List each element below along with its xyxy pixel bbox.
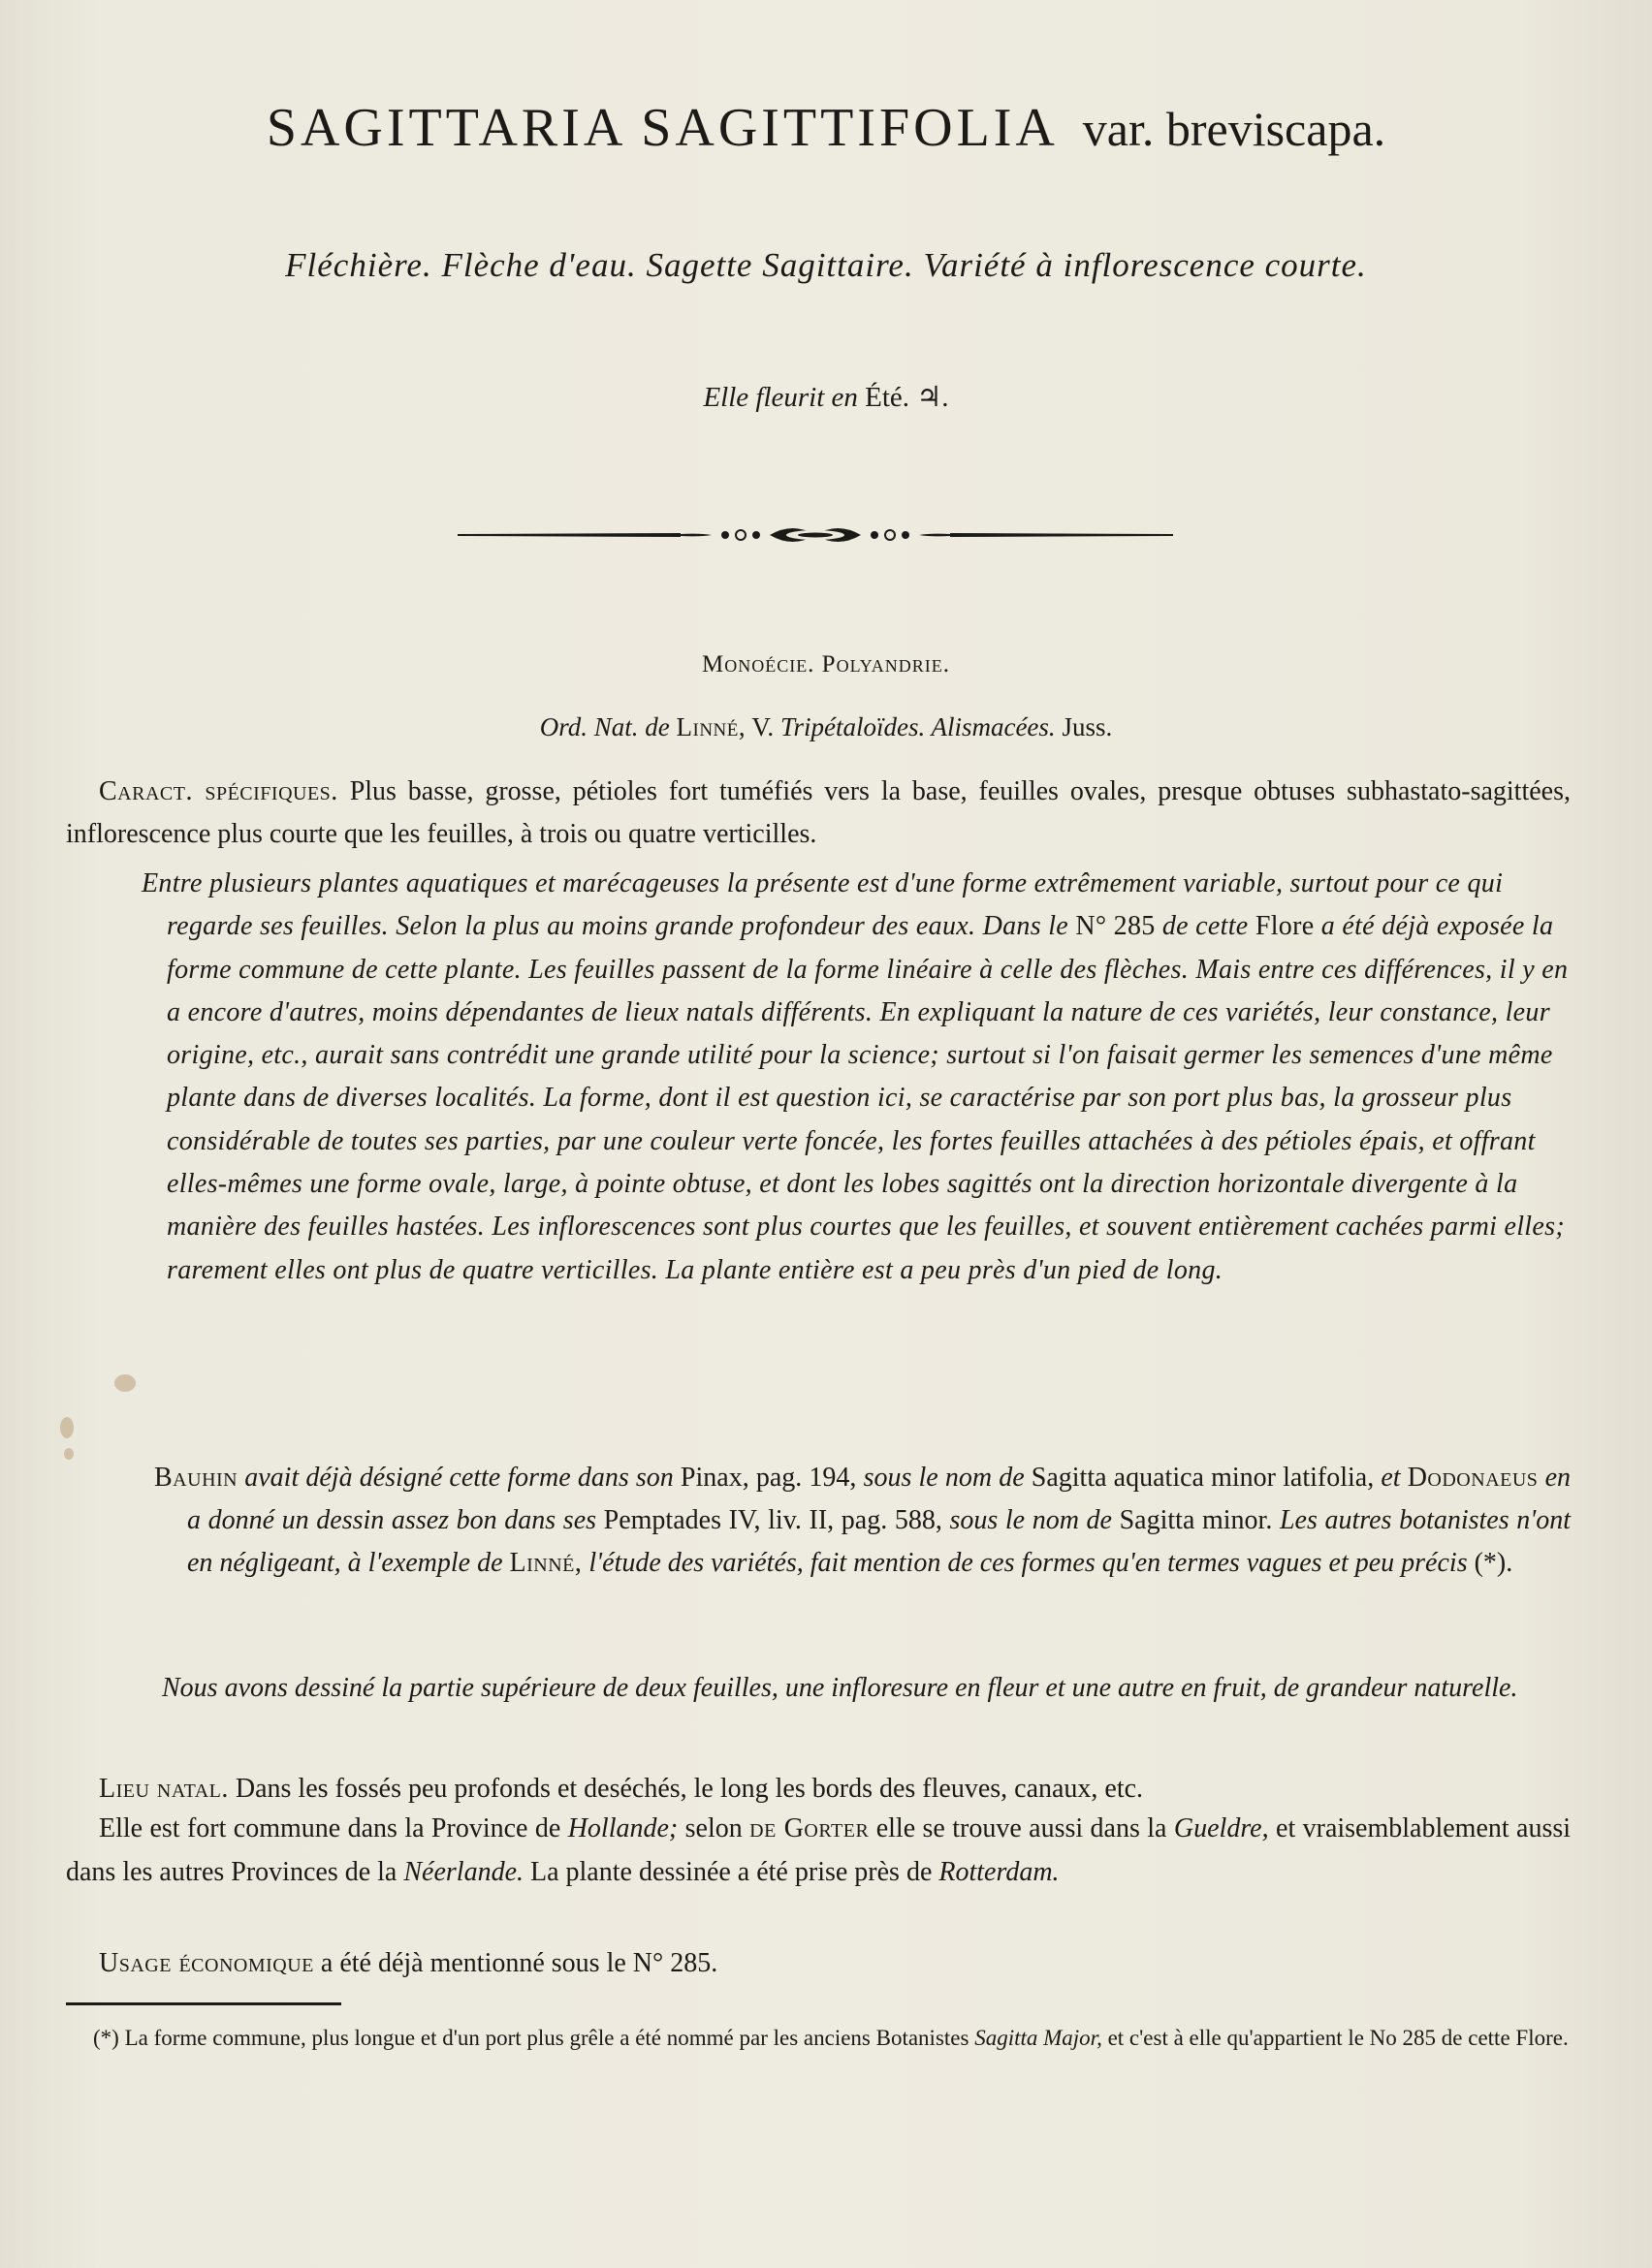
- native-place: [66, 1768, 1571, 1811]
- caract-text: Plus basse, grosse, pétioles fort tuméfiés vers la base, feuilles ovales, presque obtuses subhastato-sagittées, inflorescence plus courte que les feuilles, à trois ou quatre verticilles.: [66, 776, 1571, 849]
- pemptades-ref: Pemptades IV, liv. II, pag. 588,: [603, 1505, 942, 1535]
- foxing-stain: [114, 1374, 136, 1392]
- order-numeral: V.: [751, 712, 775, 741]
- perennial-symbol: ♃.: [916, 382, 949, 413]
- description-part1: Entre plusieurs plantes aquatiques et marécageuses la présente est d'une forme extrêmement variable, surtout pour ce qui regarde ses feuilles. Selon la plus au moins grande profondeur des eaux. Dans le: [142, 868, 1504, 942]
- bauhin-t3: et: [1381, 1463, 1401, 1493]
- gueldre: Gueldre,: [1173, 1813, 1269, 1843]
- habitat-paragraph: [66, 1807, 1571, 1894]
- usage-text: a été déjà mentionné sous le N° 285.: [320, 1948, 718, 1978]
- habitat-t4: et vraisemblablement aussi dans les autres Provinces de la: [66, 1813, 1572, 1887]
- foxing-stain: [60, 1417, 74, 1438]
- bauhin-t2: sous le nom de: [863, 1463, 1025, 1493]
- hollande: Hollande;: [567, 1813, 679, 1843]
- illustration-note: Nous avons dessiné la partie supérieure de deux feuilles, une infloresure en fleur et une autre en fruit, de grandeur naturelle.: [162, 1673, 1518, 1703]
- description-paragraph: [142, 863, 1571, 1292]
- bauhin-t1: avait déjà désigné cette forme dans son: [244, 1463, 674, 1493]
- footnote-t1: (*) La forme commune, plus longue et d'un port plus grêle a été nommé par les anciens Botanistes: [93, 2026, 969, 2050]
- bauhin-paragraph: [154, 1457, 1572, 1585]
- common-names: Fléchière. Flèche d'eau. Sagette Sagittaire. Variété à inflorescence courte.: [285, 246, 1367, 284]
- order-prefix: Ord. Nat. de: [539, 712, 670, 741]
- dodonaeus-name: Dodonaeus: [1407, 1463, 1539, 1493]
- description-part2: de cette: [1161, 911, 1249, 942]
- bauhin-t6: Les autres botanistes n'ont en négligeant, à l'exemple de: [187, 1505, 1572, 1578]
- foxing-stain: [64, 1448, 74, 1460]
- description-ref: N° 285: [1075, 911, 1156, 942]
- lieu-text: Dans les fossés peu profonds et deséchés, le long les bords des fleuves, canaux, etc.: [235, 1774, 1144, 1804]
- pinax-ref: Pinax, pag. 194,: [680, 1463, 857, 1493]
- habitat-t1: Elle est fort commune dans la Province de: [99, 1813, 561, 1843]
- footnote-ref: (*).: [1474, 1548, 1513, 1578]
- lieu-label: Lieu natal.: [99, 1774, 229, 1804]
- ornamental-rule: [458, 520, 1173, 551]
- specific-characters: [66, 771, 1571, 856]
- order-author: Juss.: [1062, 712, 1113, 741]
- caract-label: Caract. spécifiques.: [99, 776, 338, 806]
- bauhin-t5: sous le nom de: [949, 1505, 1112, 1535]
- usage-label: Usage économique: [99, 1948, 314, 1978]
- variety-name: var. breviscapa.: [1082, 102, 1386, 156]
- species-name: SAGITTARIA SAGITTIFOLIA: [266, 98, 1056, 158]
- linne-name: Linné,: [509, 1548, 583, 1578]
- habitat-t5: La plante dessinée a été prise près de: [530, 1857, 933, 1887]
- bauhin-t7: l'étude des variétés, fait mention de ces formes qu'en termes vagues et peu précis: [588, 1548, 1468, 1578]
- linne-name: Linné,: [676, 712, 747, 741]
- flowering-line: [0, 380, 1652, 414]
- bauhin-name: Bauhin: [154, 1463, 238, 1493]
- footnote-t2: et c'est à elle qu'appartient le No 285 de cette Flore.: [1107, 2026, 1569, 2050]
- sagitta-major: Sagitta Major,: [974, 2026, 1102, 2050]
- description-part3: a été déjà exposée la forme commune de cette plante. Les feuilles passent de la forme linéaire à celle des flèches. Mais entre ces différences, il y en a encore d'autres, moins dépendantes de lieux natals différents. En expliquant la nature de ces variétés, leur constance, leur origine, etc., aurait sans contrédit une grande utilité pour la science; surtout si l'on faisait germer les semences d'une même plante dans de diverses localités. La forme, dont il est question ici, se caractérise par son port plus bas, la grosseur plus considérable de toutes ses parties, par une couleur verte foncée, les fortes feuilles attachées à des pétioles épais, et offrant elles-mêmes une forme ovale, large, à pointe obtuse, et dont les lobes sagittés ont la direction horizontale divergente à la manière des feuilles hastées. Les inflorescences sont plus courtes que les feuilles, et souvent entièrement cachées parmi elles; rarement elles ont plus de quatre verticilles. La plante entière est a peu près d'un pied de long.: [167, 911, 1569, 1285]
- economic-use: [66, 1942, 1571, 1985]
- footnote-rule: [66, 2002, 341, 2005]
- footnote: [62, 2020, 1573, 2057]
- linnaean-class: Monoécie. Polyandrie.: [701, 651, 951, 677]
- bauhin-t4: en a donné un dessin assez bon dans ses: [187, 1463, 1572, 1535]
- sagitta-minor: Sagitta minor.: [1119, 1505, 1273, 1535]
- rotterdam: Rotterdam.: [938, 1857, 1060, 1887]
- page-title: [0, 97, 1652, 159]
- gorter-name: de Gorter: [749, 1813, 870, 1843]
- description-flore: Flore: [1255, 911, 1315, 942]
- order-families: Tripétaloïdes. Alismacées.: [779, 712, 1056, 741]
- habitat-t2: selon: [684, 1813, 743, 1843]
- sagitta-latifolia: Sagitta aquatica minor latifolia,: [1031, 1463, 1375, 1493]
- natural-order: [0, 712, 1652, 742]
- habitat-t3: elle se trouve aussi dans la: [875, 1813, 1167, 1843]
- flowering-text: Elle fleurit en: [703, 382, 858, 413]
- flowering-season: Été.: [865, 382, 910, 413]
- neerlande: Néerlande.: [403, 1857, 524, 1887]
